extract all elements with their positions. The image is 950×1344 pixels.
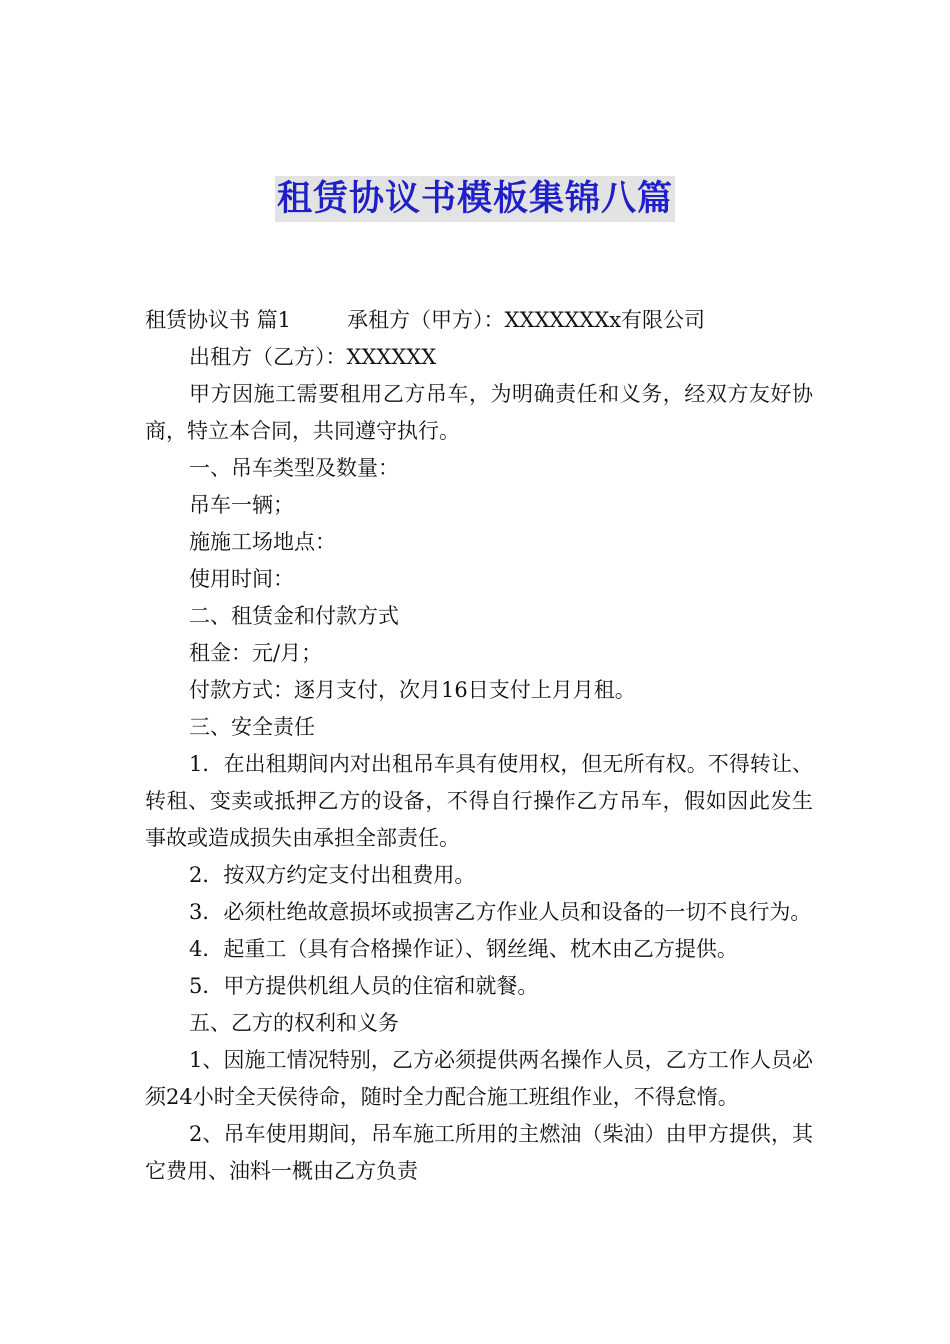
- paragraph: 甲方因施工需要租用乙方吊车，为明确责任和义务，经双方友好协商，特立本合同，共同遵守执行。: [145, 382, 813, 443]
- paragraph: 租金：元/月；: [189, 641, 323, 665]
- document-title: 租赁协议书模板集锦八篇: [275, 176, 675, 222]
- document-body: [145, 302, 813, 1190]
- title-container: [0, 176, 950, 222]
- paragraph: 2、吊车使用期间，吊车施工所用的主燃油（柴油）由甲方提供，其它费用、油料一概由乙方负责: [145, 1122, 813, 1183]
- paragraph: 1、因施工情况特别，乙方必须提供两名操作人员，乙方工作人员必须24小时全天侯待命，随时全力配合施工班组作业，不得怠惰。: [145, 1048, 813, 1109]
- paragraph: 五、乙方的权利和义务: [189, 1011, 399, 1035]
- paragraph: 2．按双方约定支付出租费用。: [189, 863, 476, 887]
- paragraph: 一、吊车类型及数量：: [189, 456, 399, 480]
- paragraph: 吊车一辆；: [189, 493, 294, 517]
- paragraph: 使用时间：: [189, 567, 294, 591]
- paragraph: 三、安全责任: [189, 715, 315, 739]
- paragraph: 4．起重工（具有合格操作证）、钢丝绳、枕木由乙方提供。: [189, 937, 738, 961]
- paragraph: 3．必须杜绝故意损坏或损害乙方作业人员和设备的一切不良行为。: [189, 900, 812, 924]
- lessee-line: 承租方（甲方）：XXXXXXXx有限公司: [347, 308, 706, 332]
- paragraph: 二、租赁金和付款方式: [189, 604, 399, 628]
- paragraph: 付款方式：逐月支付，次月16日支付上月月租。: [189, 678, 636, 702]
- paragraph: 5．甲方提供机组人员的住宿和就餐。: [189, 974, 539, 998]
- first-line: [145, 302, 813, 339]
- paragraph: 出租方（乙方）：XXXXXX: [189, 345, 437, 369]
- paragraph: 1．在出租期间内对出租吊车具有使用权，但无所有权。不得转让、转租、变卖或抵押乙方的设备，不得自行操作乙方吊车，假如因此发生事故或造成损失由承担全部责任。: [145, 752, 813, 850]
- section-label: 租赁协议书 篇1: [145, 308, 292, 332]
- paragraph: 施施工场地点：: [189, 530, 336, 554]
